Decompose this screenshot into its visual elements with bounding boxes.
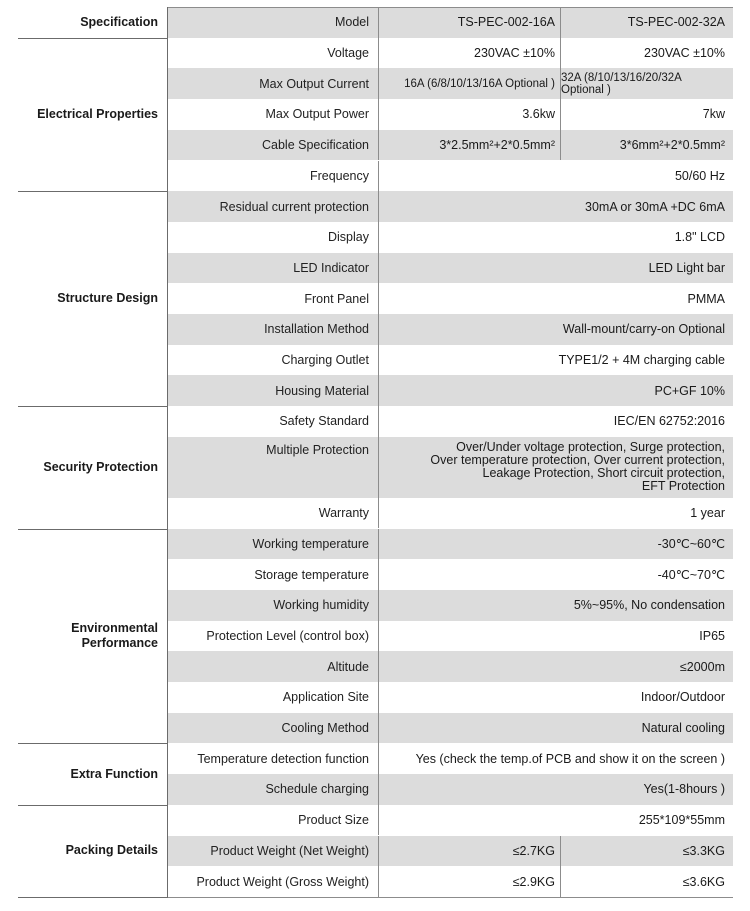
spec-label: Multiple Protection bbox=[266, 442, 369, 457]
spec-label: Product Weight (Gross Weight) bbox=[196, 874, 369, 889]
label-divider bbox=[378, 774, 379, 805]
category-divider bbox=[18, 38, 168, 39]
label-divider bbox=[378, 253, 379, 284]
spec-label: Display bbox=[328, 230, 369, 245]
spec-label: Charging Outlet bbox=[281, 353, 369, 368]
shared-value: Wall-mount/carry-on Optional bbox=[562, 322, 725, 337]
spec-label: Max Output Power bbox=[265, 107, 369, 122]
category-title: Structure Design bbox=[57, 291, 158, 306]
label-divider bbox=[378, 866, 379, 897]
label-divider bbox=[378, 191, 379, 222]
value-variant-16a: 3*2.5mm²+2*0.5mm² bbox=[439, 138, 555, 153]
protection-line: EFT Protection bbox=[641, 479, 725, 494]
shared-value: ≤2000m bbox=[679, 659, 725, 674]
column-divider bbox=[560, 866, 561, 897]
label-divider bbox=[378, 590, 379, 621]
label-divider bbox=[378, 283, 379, 314]
category-title: Electrical Properties bbox=[37, 106, 158, 121]
shared-value: IP65 bbox=[699, 628, 725, 643]
label-divider bbox=[378, 743, 379, 774]
spec-label: LED Indicator bbox=[293, 260, 369, 275]
column-divider bbox=[560, 99, 561, 130]
shared-value: 255*109*55mm bbox=[638, 813, 725, 828]
spec-label: Application Site bbox=[282, 690, 369, 705]
label-divider bbox=[378, 713, 379, 744]
value-variant-32a: 32A (8/10/13/16/20/32A Optional ) bbox=[561, 71, 682, 96]
shared-value: 30mA or 30mA +DC 6mA bbox=[585, 199, 725, 214]
shared-value: 1.8" LCD bbox=[674, 230, 725, 245]
spec-label: Max Output Current bbox=[259, 76, 369, 91]
label-divider bbox=[378, 161, 379, 192]
label-divider bbox=[378, 314, 379, 345]
category-title: Packing Details bbox=[65, 843, 158, 858]
spec-label: Working temperature bbox=[252, 536, 369, 551]
label-divider bbox=[378, 375, 379, 406]
shared-value: LED Light bar bbox=[648, 260, 725, 275]
column-divider bbox=[560, 7, 561, 38]
spec-label: Temperature detection function bbox=[197, 751, 369, 766]
spec-label: Voltage bbox=[327, 46, 369, 61]
value-variant-32a: ≤3.3KG bbox=[682, 843, 725, 858]
shared-value: IEC/EN 62752:2016 bbox=[613, 414, 725, 429]
spec-label: Installation Method bbox=[264, 322, 369, 337]
spec-label: Cable Specification bbox=[261, 138, 369, 153]
shared-value: -40℃~70℃ bbox=[657, 568, 725, 583]
column-divider bbox=[560, 38, 561, 69]
value-variant-16a: TS-PEC-002-16A bbox=[457, 15, 555, 30]
shared-value: 5%~95%, No condensation bbox=[573, 598, 725, 613]
label-divider bbox=[378, 130, 379, 161]
shared-value: PMMA bbox=[687, 291, 725, 306]
value-variant-32a: TS-PEC-002-32A bbox=[627, 15, 725, 30]
value-variant-32a: ≤3.6KG bbox=[682, 874, 725, 889]
value-variant-32a: 3*6mm²+2*0.5mm² bbox=[619, 138, 725, 153]
spec-label: Frequency bbox=[309, 168, 369, 183]
column-divider bbox=[560, 836, 561, 867]
spec-label: Altitude bbox=[327, 659, 369, 674]
category-divider bbox=[18, 897, 168, 898]
protection-line: Over/Under voltage protection, Surge protection, bbox=[456, 440, 725, 455]
label-divider bbox=[378, 805, 379, 836]
shared-value: Yes(1-8hours ) bbox=[643, 782, 725, 797]
spec-label: Schedule charging bbox=[265, 782, 369, 797]
label-divider bbox=[378, 38, 379, 69]
spec-label: Front Panel bbox=[304, 291, 369, 306]
label-divider bbox=[378, 682, 379, 713]
value-variant-32a: 7kw bbox=[702, 107, 725, 122]
label-divider bbox=[378, 99, 379, 130]
protection-line: Leakage Protection, Short circuit protection, bbox=[482, 466, 725, 481]
spec-label: Residual current protection bbox=[219, 199, 369, 214]
value-variant-16a: ≤2.7KG bbox=[512, 843, 555, 858]
category-title: Environmental Performance bbox=[71, 620, 158, 650]
spec-label: Cooling Method bbox=[281, 721, 369, 736]
row-border bbox=[168, 897, 733, 898]
label-divider bbox=[378, 651, 379, 682]
spec-label: Housing Material bbox=[275, 383, 369, 398]
value-variant-16a: 16A (6/8/10/13/16A Optional ) bbox=[404, 77, 555, 90]
category-title: Specification bbox=[80, 14, 158, 29]
column-divider bbox=[560, 130, 561, 161]
label-divider bbox=[378, 222, 379, 253]
shared-value: TYPE1/2 + 4M charging cable bbox=[558, 353, 725, 368]
value-variant-16a: 3.6kw bbox=[522, 107, 555, 122]
table-left-border bbox=[167, 7, 168, 897]
shared-value: -30℃~60℃ bbox=[657, 537, 725, 552]
shared-value: 50/60 Hz bbox=[674, 168, 725, 183]
column-divider bbox=[560, 68, 561, 99]
label-divider bbox=[378, 406, 379, 437]
value-variant-16a: ≤2.9KG bbox=[512, 874, 555, 889]
category-title: Security Protection bbox=[43, 459, 158, 474]
spec-label: Working humidity bbox=[273, 598, 369, 613]
spec-label: Warranty bbox=[318, 506, 369, 521]
value-variant-32a: 230VAC ±10% bbox=[644, 46, 725, 61]
shared-value: PC+GF 10% bbox=[654, 383, 725, 398]
multiple-protection-value bbox=[379, 437, 733, 498]
spec-label: Protection Level (control box) bbox=[206, 628, 369, 643]
shared-value: 1 year bbox=[690, 506, 725, 521]
protection-line: Over temperature protection, Over current protection, bbox=[430, 453, 725, 468]
category-title: Extra Function bbox=[70, 766, 158, 781]
label-divider bbox=[378, 345, 379, 376]
spec-label: Storage temperature bbox=[254, 567, 369, 582]
label-divider bbox=[378, 498, 379, 529]
shared-value: Natural cooling bbox=[641, 721, 725, 736]
label-divider bbox=[378, 621, 379, 652]
value-variant-16a: 230VAC ±10% bbox=[474, 46, 555, 61]
label-divider bbox=[378, 7, 379, 38]
spec-label: Product Weight (Net Weight) bbox=[210, 843, 369, 858]
shared-value: Yes (check the temp.of PCB and show it on the screen ) bbox=[415, 751, 725, 766]
label-divider bbox=[378, 529, 379, 560]
spec-label: Model bbox=[334, 15, 369, 30]
spec-label: Product Size bbox=[298, 813, 369, 828]
label-divider bbox=[378, 68, 379, 99]
label-divider bbox=[378, 559, 379, 590]
label-divider bbox=[378, 437, 379, 498]
spec-label: Safety Standard bbox=[279, 414, 369, 429]
label-divider bbox=[378, 836, 379, 867]
table-top-border bbox=[168, 7, 733, 8]
shared-value: Indoor/Outdoor bbox=[640, 690, 725, 705]
